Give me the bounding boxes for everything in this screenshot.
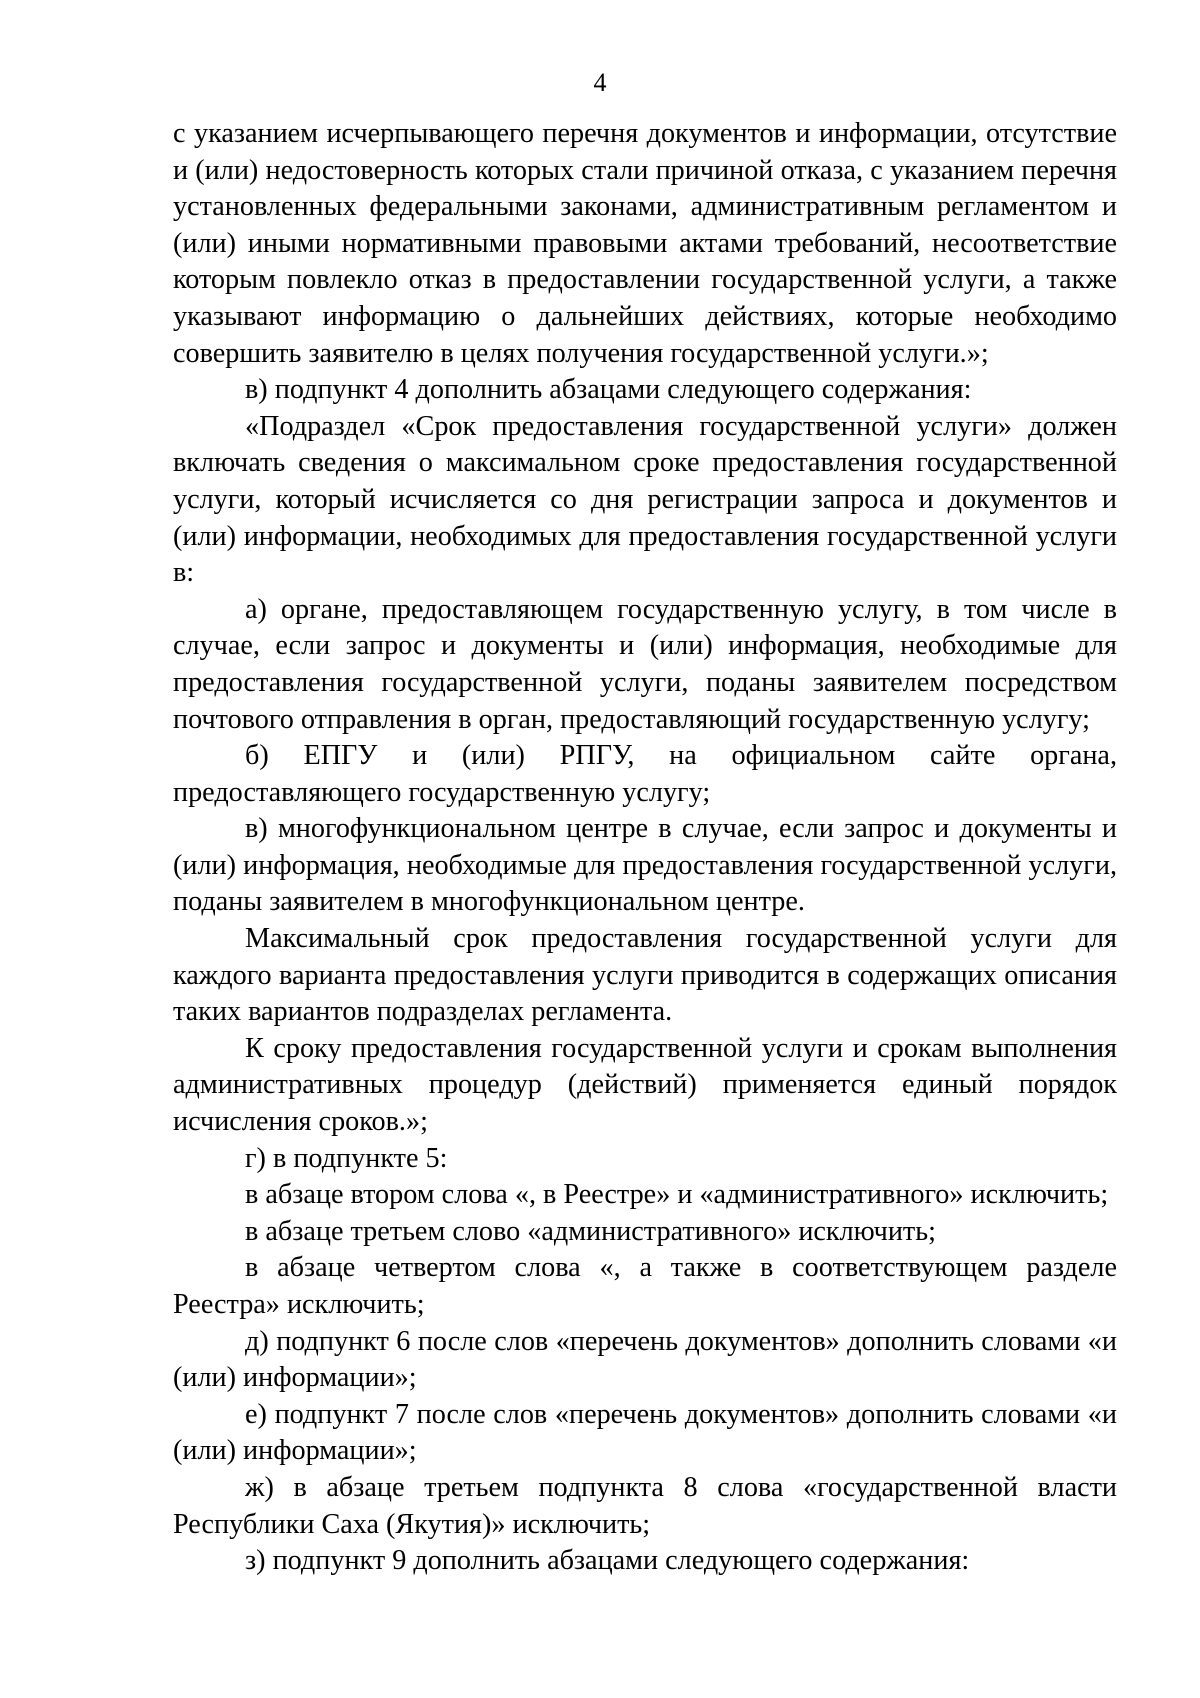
paragraph-item-a: а) органе, предоставляющем государственную услугу, в том числе в случае, если запрос и документы и (или) информация, необходимые для предоставления государственной услуги, поданы заявителем посредством почтового отправления в орган, предоставляющий государственную услугу; xyxy=(173,593,1117,735)
paragraph-fourth-abzac: в абзаце четвертом слова «, а также в соответствующем разделе Реестра» исключить; xyxy=(173,1252,1117,1320)
paragraph-subitem-v: в) подпункт 4 дополнить абзацами следующего содержания: xyxy=(245,374,972,406)
paragraph-item-v-mfc: в) многофункциональном центре в случае, если запрос и документы и (или) информация, необходимые для предоставления государственной услуги, поданы заявителем в многофункциональном центре. xyxy=(173,813,1117,918)
paragraph-subitem-e: е) подпункт 7 после слов «перечень документов» дополнить словами «и (или) информации»; xyxy=(173,1398,1117,1467)
paragraph-subitem-z: з) подпункт 9 дополнить абзацами следующего содержания: xyxy=(245,1545,970,1577)
paragraph-subitem-d: д) подпункт 6 после слов «перечень документов» дополнить словами «и (или) информации»; xyxy=(173,1325,1117,1394)
paragraph-subitem-zh: ж) в абзаце третьем подпункта 8 слова «государственной власти Республики Саха (Якутия)» исключить; xyxy=(173,1471,1117,1540)
page-number: 4 xyxy=(593,68,607,97)
paragraph-max-term: Максимальный срок предоставления государственной услуги для каждого варианта предоставления услуги приводится в содержащих описания таких вариантов подразделах регламента. xyxy=(173,923,1117,1028)
paragraph-continuation: с указанием исчерпывающего перечня документов и информации, отсутствие и (или) недостоверность которых стали причиной отказа, с указанием перечня установленных федеральными законами, административным регламентом и (или) иными нормативными правовыми актами требований, несоответствие которым повлекло отказ в предоставлении государственной услуги, а также указывают информацию о дальнейших действиях, которые необходимо совершить заявителю в целях получения государственной услуги.»; xyxy=(173,118,1117,369)
paragraph-term-calculation: К сроку предоставления государственной услуги и срокам выполнения административных процедур (действий) применяется единый порядок исчисления сроков.»; xyxy=(173,1032,1117,1138)
paragraph-second-abzac: в абзаце втором слова «, в Реестре» и «административного» исключить; xyxy=(245,1179,1109,1211)
paragraph-item-b: б) ЕПГУ и (или) РПГУ, на официальном сайте органа, предоставляющего государственную услугу; xyxy=(173,740,1117,808)
document-body xyxy=(173,116,1117,1580)
paragraph-third-abzac: в абзаце третьем слово «административного» исключить; xyxy=(245,1215,936,1247)
paragraph-subitem-g: г) в подпункте 5: xyxy=(245,1142,448,1174)
paragraph-subsection-term: «Подраздел «Срок предоставления государственной услуги» должен включать сведения о максимальном сроке предоставления государственной услуги, который исчисляется со дня регистрации запроса и документов и (или) информации, необходимых для предоставления государственной услуги в: xyxy=(173,410,1117,589)
